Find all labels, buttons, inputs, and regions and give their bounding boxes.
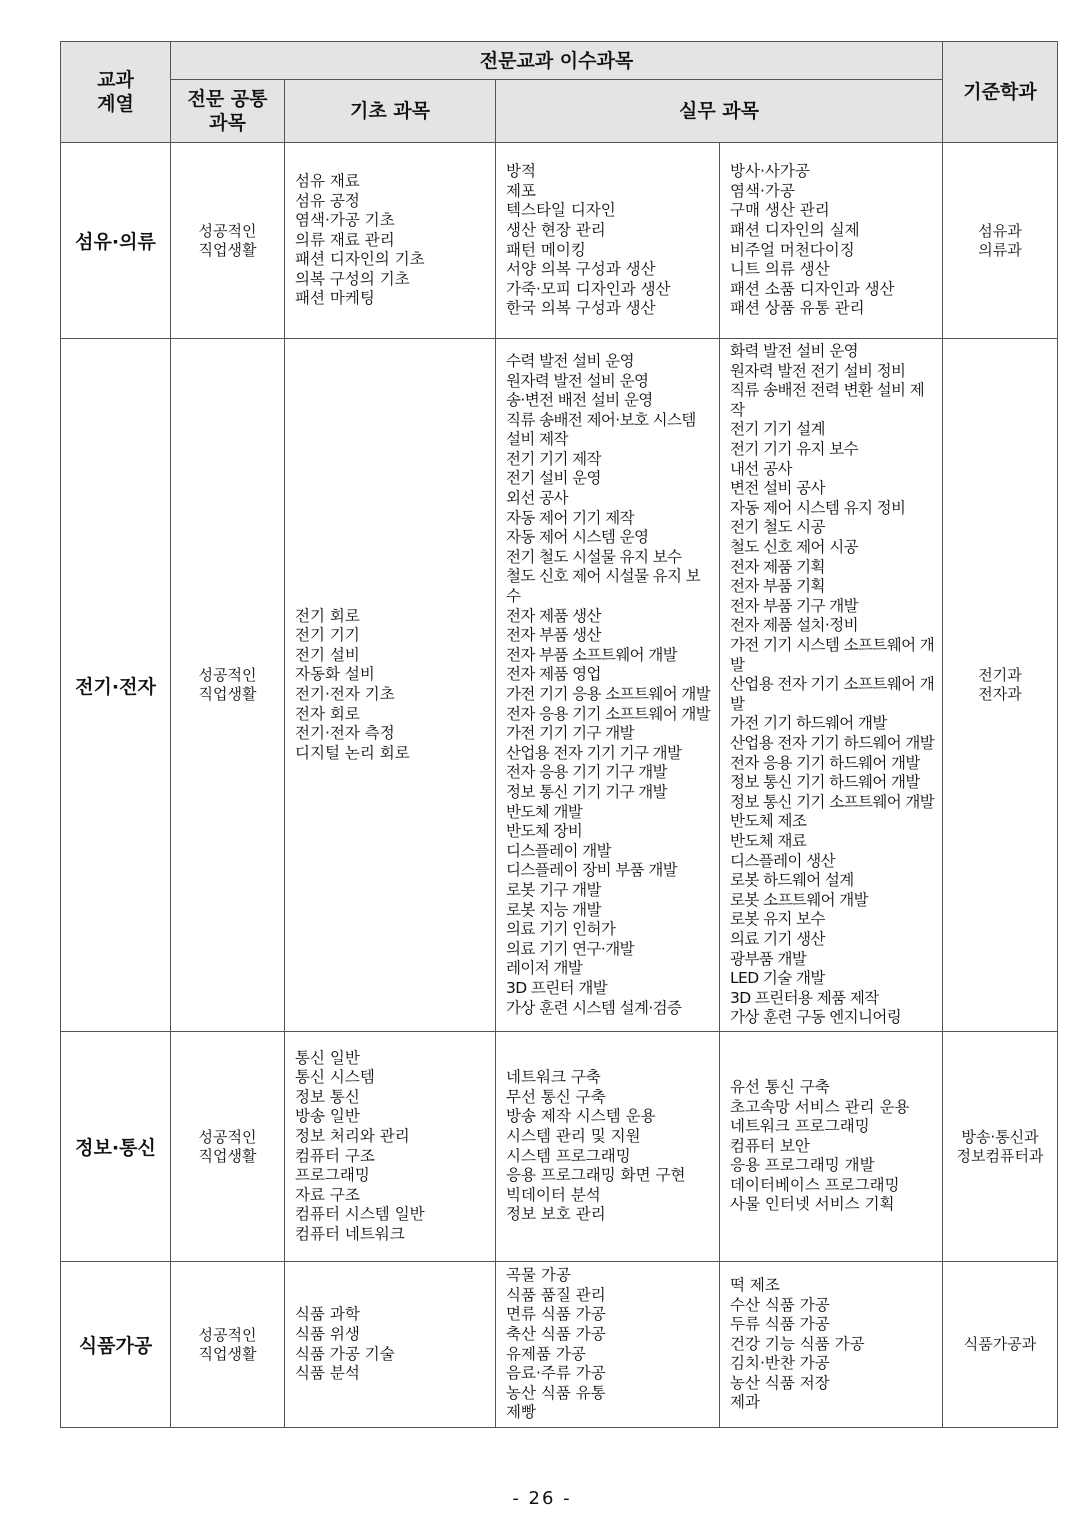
course-item: 가상 훈련 구동 엔지니어링 (730, 1008, 902, 1027)
course-item: 패션 상품 유통 관리 (730, 299, 865, 318)
course-item: 반도체 제조 (730, 812, 807, 831)
course-item: 외선 공사 (506, 489, 568, 508)
course-item: 전자 제품 영업 (506, 665, 601, 684)
course-item: 전기 설비 운영 (506, 469, 601, 488)
course-item: 시스템 관리 및 지원 (506, 1126, 641, 1145)
course-item: 로봇 유지 보수 (730, 910, 825, 929)
course-item: 전자 부품 기획 (730, 577, 825, 596)
course-item: 식품 위생 (295, 1324, 360, 1343)
course-item: 수력 발전 설비 운영 (506, 351, 634, 370)
course-item: 의료 기기 연구·개발 (506, 939, 634, 958)
course-item: 프로그래밍 (295, 1166, 370, 1185)
course-item: 가전 기기 시스템 소프트웨어 개발 (730, 636, 935, 674)
course-item: 산업용 전자 기기 기구 개발 (506, 743, 682, 762)
category-cell: 전기·전자 (61, 339, 171, 1032)
course-item: 컴퓨터 구조 (295, 1146, 375, 1165)
course-item: 전기 철도 시공 (730, 518, 825, 537)
table-row (61, 339, 1058, 1032)
course-item: 원자력 발전 설비 운영 (506, 371, 649, 390)
course-item: 패션 소품 디자인과 생산 (730, 279, 895, 298)
course-item: 제빵 (506, 1403, 536, 1422)
category-cell: 섬유·의류 (61, 143, 171, 339)
curriculum-table (60, 41, 1058, 1428)
practical-course-list (496, 1032, 720, 1262)
course-item: 건강 기능 식품 가공 (730, 1334, 865, 1353)
course-item: 전자 부품 소프트웨어 개발 (506, 645, 678, 664)
course-item: 디스플레이 생산 (730, 851, 835, 870)
course-item: 광부품 개발 (730, 949, 807, 968)
course-item: 전자 응용 기기 하드웨어 개발 (730, 753, 920, 772)
course-item: 섬유 재료 (295, 171, 360, 190)
course-item: 전자 회로 (295, 704, 360, 723)
course-item: 패션 마케팅 (295, 289, 375, 308)
practical-course-list (496, 143, 720, 339)
course-item: LED 기술 개발 (730, 969, 825, 988)
course-item: 곡물 가공 (506, 1266, 571, 1285)
course-item: 통신 일반 (295, 1048, 360, 1067)
course-item: 면류 식품 가공 (506, 1305, 606, 1324)
course-item: 자동 제어 기기 제작 (506, 508, 634, 527)
course-item: 가상 훈련 시스템 설계·검증 (506, 998, 682, 1017)
course-item: 컴퓨터 시스템 일반 (295, 1205, 425, 1224)
course-item: 생산 현장 관리 (506, 220, 606, 239)
course-item: 의료 기기 생산 (730, 929, 825, 948)
practical-course-list (720, 1262, 943, 1428)
common-course-cell: 성공적인 직업생활 (171, 143, 285, 339)
course-item: 화력 발전 설비 운영 (730, 342, 858, 361)
course-item: 디스플레이 개발 (506, 841, 611, 860)
course-item: 농산 식품 저장 (730, 1373, 830, 1392)
course-item: 방송 제작 시스템 운용 (506, 1107, 656, 1126)
course-item: 한국 의복 구성과 생산 (506, 299, 656, 318)
department-cell: 전기과 전자과 (943, 339, 1058, 1032)
course-item: 컴퓨터 네트워크 (295, 1224, 405, 1243)
course-item: 3D 프린터용 제품 제작 (730, 988, 879, 1007)
course-item: 텍스타일 디자인 (506, 201, 616, 220)
course-item: 반도체 개발 (506, 802, 583, 821)
course-item: 전기·전자 측정 (295, 724, 395, 743)
header-basic: 기초 과목 (285, 80, 496, 143)
course-item: 염색·가공 (730, 181, 795, 200)
course-item: 정보 처리와 관리 (295, 1126, 410, 1145)
course-item: 방적 (506, 162, 536, 181)
course-item: 패턴 메이킹 (506, 240, 586, 259)
course-item: 전자 응용 기기 기구 개발 (506, 763, 668, 782)
course-item: 의복 구성의 기초 (295, 269, 410, 288)
course-item: 응용 프로그래밍 화면 구현 (506, 1166, 686, 1185)
header-category: 교과 계열 (61, 42, 171, 143)
course-item: 로봇 소프트웨어 개발 (730, 890, 869, 909)
course-item: 방송 일반 (295, 1107, 360, 1126)
course-item: 정보 통신 기기 기구 개발 (506, 782, 668, 801)
course-item: 의류 재료 관리 (295, 230, 395, 249)
course-item: 송·변전 배전 설비 운영 (506, 391, 653, 410)
page-number: - 26 - (512, 1488, 572, 1509)
course-item: 가전 기기 기구 개발 (506, 724, 634, 743)
practical-course-list (496, 1262, 720, 1428)
course-item: 농산 식품 유통 (506, 1383, 606, 1402)
basic-course-list (285, 1262, 496, 1428)
course-item: 식품 품질 관리 (506, 1285, 606, 1304)
course-item: 철도 신호 제어 시공 (730, 538, 858, 557)
course-item: 초고속망 서비스 관리 운용 (730, 1097, 910, 1116)
course-item: 전기·전자 기초 (295, 685, 395, 703)
course-item: 레이저 개발 (506, 959, 583, 978)
header-group: 전문교과 이수과목 (171, 42, 943, 80)
course-item: 식품 과학 (295, 1305, 360, 1324)
course-item: 패션 디자인의 실제 (730, 220, 860, 239)
header-dept: 기준학과 (943, 42, 1058, 143)
course-item: 방사·사가공 (730, 162, 810, 181)
course-item: 음료·주류 가공 (506, 1364, 606, 1383)
course-item: 철도 신호 제어 시설물 유지 보수 (506, 567, 701, 606)
department-cell: 섬유과 의류과 (943, 143, 1058, 339)
practical-course-list (720, 339, 943, 1032)
course-item: 비주얼 머천다이징 (730, 240, 855, 259)
course-item: 산업용 전자 기기 하드웨어 개발 (730, 733, 935, 752)
course-item: 전자 제품 기획 (730, 557, 825, 576)
course-item: 제과 (730, 1393, 760, 1412)
course-item: 유선 통신 구축 (730, 1077, 830, 1096)
course-item: 시스템 프로그래밍 (506, 1146, 631, 1165)
course-item: 무선 통신 구축 (506, 1087, 606, 1106)
course-item: 로봇 하드웨어 설계 (730, 871, 854, 890)
common-course-cell: 성공적인 직업생활 (171, 1262, 285, 1428)
course-item: 전자 부품 기구 개발 (730, 596, 858, 615)
course-item: 축산 식품 가공 (506, 1324, 606, 1343)
category-cell: 식품가공 (61, 1262, 171, 1428)
course-item: 두류 식품 가공 (730, 1315, 830, 1334)
course-item: 의료 기기 인허가 (506, 920, 616, 939)
course-item: 디스플레이 장비 부품 개발 (506, 861, 678, 880)
course-item: 전기 기기 (295, 626, 360, 645)
course-item: 구매 생산 관리 (730, 201, 830, 220)
common-course-cell: 성공적인 직업생활 (171, 1032, 285, 1262)
table-row (61, 1032, 1058, 1262)
practical-course-list (496, 339, 720, 1032)
course-item: 로봇 지능 개발 (506, 900, 601, 919)
course-item: 컴퓨터 보안 (730, 1136, 810, 1155)
practical-course-list (720, 1032, 943, 1262)
course-item: 디지털 논리 회로 (295, 743, 410, 762)
basic-course-list (285, 1032, 496, 1262)
course-item: 자동 제어 시스템 유지 정비 (730, 498, 906, 517)
course-item: 전자 제품 생산 (506, 606, 601, 625)
header-common: 전문 공통 과목 (171, 80, 285, 143)
header-practical: 실무 과목 (496, 80, 943, 143)
course-item: 수산 식품 가공 (730, 1295, 830, 1314)
basic-course-list (285, 143, 496, 339)
course-item: 전기 기기 제작 (506, 449, 601, 468)
course-item: 데이터베이스 프로그래밍 (730, 1175, 900, 1194)
course-item: 전기 기기 설계 (730, 420, 825, 439)
course-item: 네트워크 구축 (506, 1068, 601, 1087)
course-item: 내선 공사 (730, 459, 792, 478)
course-item: 반도체 재료 (730, 831, 807, 850)
course-item: 정보 통신 (295, 1087, 360, 1106)
common-course-cell: 성공적인 직업생활 (171, 339, 285, 1032)
course-item: 반도체 장비 (506, 822, 583, 841)
table-row (61, 143, 1058, 339)
course-item: 정보 통신 기기 하드웨어 개발 (730, 773, 920, 792)
category-cell: 정보·통신 (61, 1032, 171, 1262)
course-item: 정보 통신 기기 소프트웨어 개발 (730, 792, 935, 811)
course-item: 사물 인터넷 서비스 기획 (730, 1195, 895, 1214)
course-item: 섬유 공정 (295, 191, 360, 210)
course-item: 가죽·모피 디자인과 생산 (506, 279, 671, 298)
course-item: 원자력 발전 전기 설비 정비 (730, 361, 906, 380)
course-item: 떡 제조 (730, 1275, 780, 1294)
course-item: 직류 송배전 전력 변환 설비 제작 (730, 381, 925, 419)
course-item: 전기 설비 (295, 645, 360, 664)
course-item: 직류 송배전 제어·보호 시스템 설비 제작 (506, 410, 696, 449)
course-item: 정보 보호 관리 (506, 1205, 606, 1224)
course-item: 김치·반찬 가공 (730, 1354, 830, 1373)
basic-course-list (285, 339, 496, 1032)
course-item: 식품 가공 기술 (295, 1344, 395, 1363)
course-item: 응용 프로그래밍 개발 (730, 1156, 875, 1175)
course-item: 3D 프린터 개발 (506, 978, 608, 997)
course-item: 전자 부품 생산 (506, 626, 601, 645)
course-item: 통신 시스템 (295, 1068, 375, 1087)
course-item: 산업용 전자 기기 소프트웨어 개발 (730, 675, 935, 713)
course-item: 자동화 설비 (295, 665, 375, 684)
table-row (61, 1262, 1058, 1428)
course-item: 유제품 가공 (506, 1344, 586, 1363)
course-item: 니트 의류 생산 (730, 260, 830, 279)
course-item: 식품 분석 (295, 1364, 360, 1383)
course-item: 로봇 기구 개발 (506, 880, 601, 899)
department-cell: 방송·통신과 정보컴퓨터과 (943, 1032, 1058, 1262)
course-item: 가전 기기 하드웨어 개발 (730, 714, 887, 733)
course-item: 전자 제품 설치·정비 (730, 616, 858, 635)
course-item: 빅데이터 분석 (506, 1185, 601, 1204)
course-item: 자동 제어 시스템 운영 (506, 528, 649, 547)
practical-course-list (720, 143, 943, 339)
course-item: 서양 의복 구성과 생산 (506, 260, 656, 279)
course-item: 제포 (506, 181, 536, 200)
course-item: 가전 기기 응용 소프트웨어 개발 (506, 685, 711, 703)
course-item: 전기 철도 시설물 유지 보수 (506, 547, 682, 566)
course-item: 변전 설비 공사 (730, 479, 825, 498)
course-item: 전기 기기 유지 보수 (730, 440, 858, 459)
course-item: 전자 응용 기기 소프트웨어 개발 (506, 704, 711, 723)
course-item: 패션 디자인의 기초 (295, 250, 425, 269)
course-item: 염색·가공 기초 (295, 211, 395, 230)
course-item: 자료 구조 (295, 1185, 360, 1204)
course-item: 전기 회로 (295, 606, 360, 625)
course-item: 네트워크 프로그래밍 (730, 1117, 870, 1136)
department-cell: 식품가공과 (943, 1262, 1058, 1428)
